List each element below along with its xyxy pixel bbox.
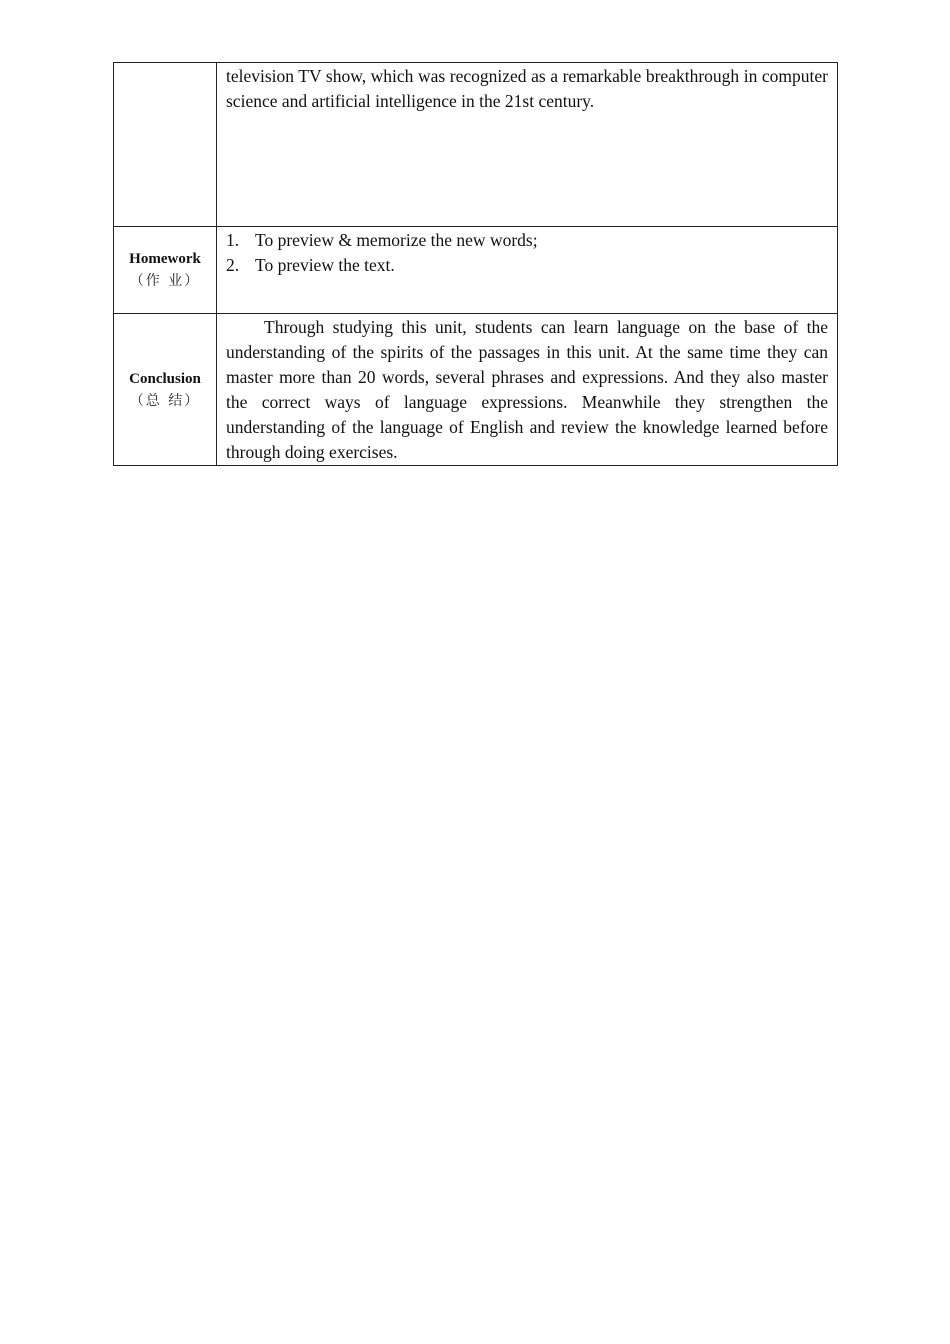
conclusion-label: Conclusion — [129, 370, 201, 387]
list-item-text: To preview the text. — [255, 255, 395, 275]
list-item-number: 2. — [226, 255, 240, 275]
table-row-continuation — [114, 63, 838, 227]
homework-label: Homework — [129, 251, 201, 267]
list-item-text: To preview & memorize the new words; — [255, 230, 538, 250]
homework-label-cell — [114, 227, 217, 314]
table-row-homework — [114, 227, 838, 314]
lesson-plan-table — [113, 62, 838, 466]
list-item — [226, 253, 828, 278]
homework-label-cn: （作 业） — [129, 273, 201, 289]
homework-content-cell — [217, 227, 838, 314]
continuation-paragraph: television TV show, which was recognized as a remarkable breakthrough in computer science and artificial intelligence in the 21st century. — [226, 66, 828, 111]
list-item — [226, 228, 828, 253]
conclusion-label-cn: （总 结） — [129, 392, 201, 409]
homework-list — [217, 227, 837, 278]
continuation-cell — [217, 63, 838, 227]
conclusion-label-cell — [114, 314, 217, 466]
conclusion-paragraph: Through studying this unit, students can learn language on the base of the understanding of the spirits of the passages in this unit. At the same time they can master more than 20 words, several phrases and expressions. And they also master the correct ways of language expressions. Meanwhile they strengthen the understanding of the language of English and review the knowledge learned before through doing exercises. — [226, 317, 828, 462]
table-row-conclusion — [114, 314, 838, 466]
conclusion-content-cell — [217, 314, 838, 466]
empty-label-cell — [114, 63, 217, 227]
list-item-number: 1. — [226, 230, 240, 250]
